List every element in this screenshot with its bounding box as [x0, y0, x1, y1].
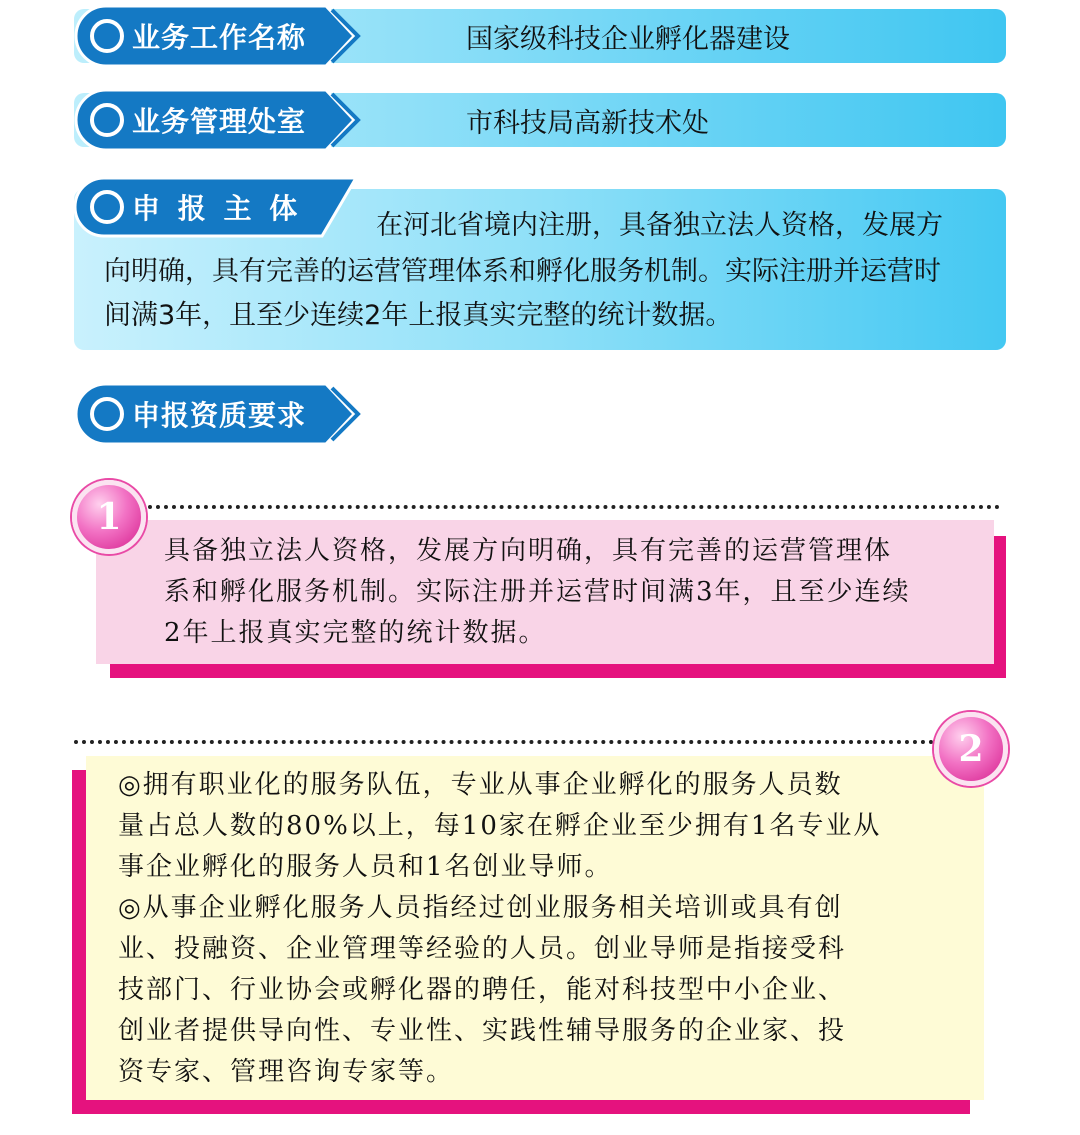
- item2-line: 事企业孵化的服务人员和1名创业导师。: [118, 852, 613, 882]
- item2-line: 技部门、行业协会或孵化器的聘任，能对科技型中小企业、: [118, 975, 847, 1005]
- management-office-value: 市科技局高新技术处: [466, 107, 709, 139]
- item2-line: 资专家、管理咨询专家等。: [118, 1057, 455, 1087]
- business-name-value: 国家级科技企业孵化器建设: [466, 23, 790, 55]
- divider-dots: [74, 740, 942, 744]
- applicant-tab: [74, 176, 364, 238]
- tab-label: 申 报 主 体: [132, 192, 302, 225]
- tab-label: 申报资质要求: [132, 399, 307, 432]
- tab-label: 业务管理处室: [132, 105, 307, 138]
- item2-number-badge: 2: [934, 712, 1008, 786]
- business-name-tab: [74, 4, 364, 68]
- circle-icon: [90, 103, 124, 137]
- item2-line: 业、投融资、企业管理等经验的人员。创业导师是指接受科: [118, 934, 847, 964]
- item2-line: ◎从事企业孵化服务人员指经过创业服务相关培训或具有创: [118, 893, 843, 923]
- item1-line: 具备独立法人资格，发展方向明确，具有完善的运营管理体: [164, 536, 893, 566]
- item1-line: 2年上报真实完整的统计数据。: [164, 618, 547, 648]
- divider-dots: [148, 505, 1000, 509]
- requirements-tab: [74, 382, 364, 446]
- item2-line: 量占总人数的80%以上，每10家在孵企业至少拥有1名专业从: [118, 811, 882, 841]
- item2-line: 创业者提供导向性、专业性、实践性辅导服务的企业家、投: [118, 1016, 847, 1046]
- item2-line: ◎拥有职业化的服务队伍，专业从事企业孵化的服务人员数: [118, 770, 843, 800]
- applicant-line1: 在河北省境内注册，具备独立法人资格，发展方: [376, 210, 943, 241]
- management-office-tab: [74, 88, 364, 152]
- item1-line: 系和孵化服务机制。实际注册并运营时间满3年，且至少连续: [164, 577, 911, 607]
- applicant-line3: 间满3年，且至少连续2年上报真实完整的统计数据。: [104, 300, 733, 331]
- circle-icon: [90, 19, 124, 53]
- tab-label: 业务工作名称: [132, 21, 307, 54]
- circle-icon: [90, 190, 124, 224]
- applicant-line2: 向明确，具有完善的运营管理体系和孵化服务机制。实际注册并运营时: [104, 256, 941, 287]
- circle-icon: [90, 397, 124, 431]
- item1-number-badge: 1: [72, 480, 146, 554]
